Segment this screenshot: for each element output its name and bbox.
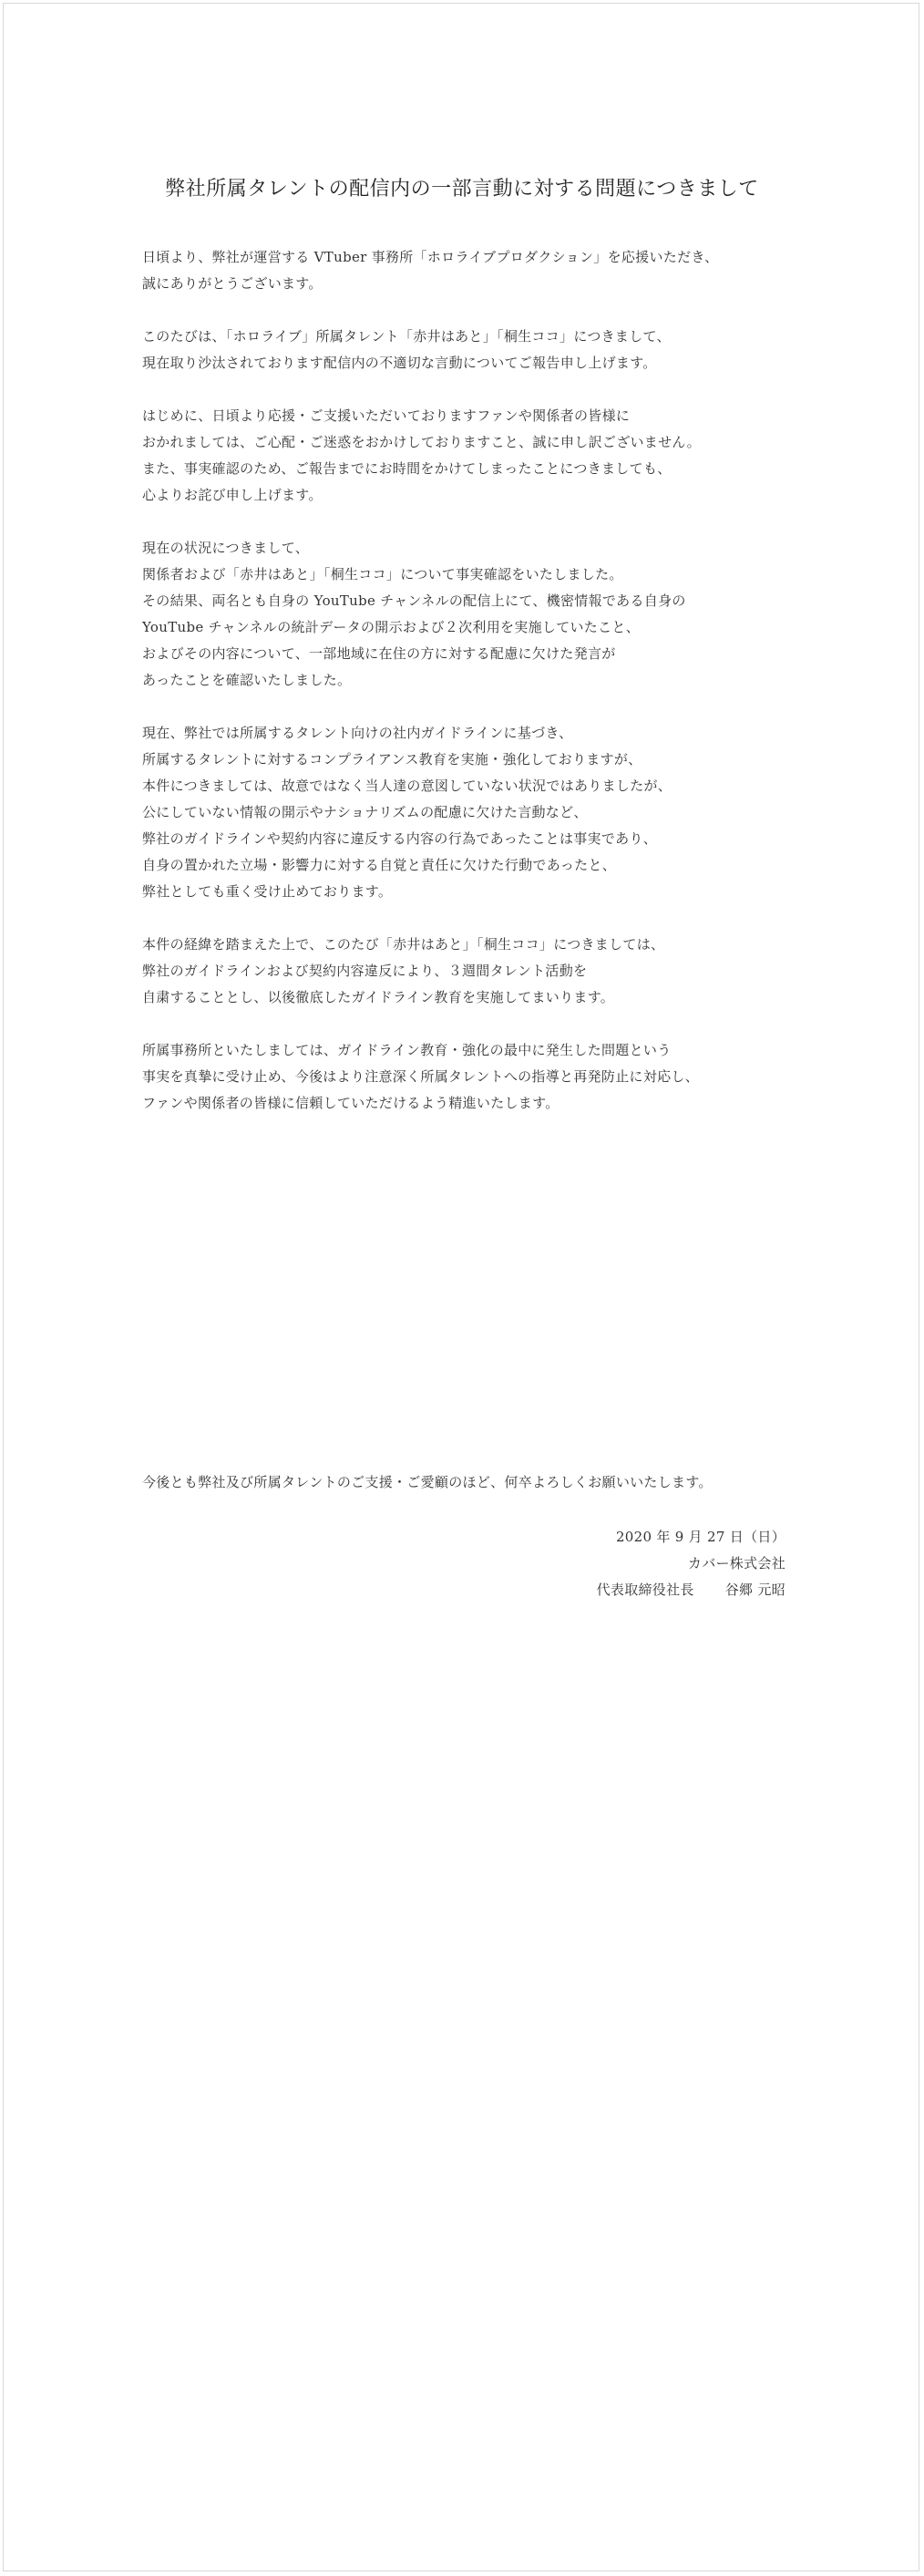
text-line: おかれましては、ご心配・ご迷惑をおかけしておりますこと、誠に申し訳ございません。 [142,434,701,450]
signature-block [597,1524,785,1603]
text-line: ファンや関係者の皆様に信頼していただけるよう精進いたします。 [142,1095,560,1111]
text-line: 現在、弊社では所属するタレント向けの社内ガイドラインに基づき、 [142,725,573,741]
text-line: 所属するタレントに対するコンプライアンス教育を実施・強化しておりますが、 [142,751,642,768]
text-line: 本件の経緯を踏まえた上で、このたび「赤井はあと」「桐生ココ」につきましては、 [142,936,665,953]
company-name: カバー株式会社 [687,1555,785,1571]
text-line: 現在の状況につきまして、 [142,540,310,556]
paragraph-apology [142,403,798,509]
text-line: 自粛することとし、以後徹底したガイドライン教育を実施してまいります。 [142,989,615,1005]
text-line: 関係者および「赤井はあと」「桐生ココ」について事実確認をいたしました。 [142,566,623,582]
document-body [142,244,798,1143]
paragraph-guidelines [142,720,798,905]
text-line: およびその内容について、一部地域に在住の方に対する配慮に欠けた発言が [142,645,616,662]
signatory-name: 谷郷 元昭 [724,1582,785,1598]
document-title: 弊社所属タレントの配信内の一部言動に対する問題につきまして [165,178,759,201]
text-line: YouTube チャンネルの統計データの開示および２次利用を実施していたこと、 [142,619,641,635]
text-line: 所属事務所といたしましては、ガイドライン教育・強化の最中に発生した問題という [142,1042,672,1058]
text-line: その結果、両名とも自身の YouTube チャンネルの配信上にて、機密情報である自身の [142,592,686,609]
paragraph-subject [142,324,798,376]
text-line: 日頃より、弊社が運営する VTuber 事務所「ホロライブプロダクション」を応援いただき、 [142,249,719,265]
text-line: 公にしていない情報の開示やナショナリズムの配慮に欠けた言動など、 [142,804,588,820]
text-line: 現在取り沙汰されております配信内の不適切な言動についてご報告申し上げます。 [142,355,657,371]
text-line: 弊社のガイドラインおよび契約内容違反により、３週間タレント活動を [142,963,588,979]
text-line: 弊社としても重く受け止めております。 [142,883,393,900]
signatory-position: 代表取締役社長 [596,1582,694,1598]
paragraph-greeting [142,244,798,297]
text-line: 弊社のガイドラインや契約内容に違反する内容の行為であったことは事実であり、 [142,830,658,847]
text-line: 本件につきましては、故意ではなく当人達の意図していない状況ではありましたが、 [142,778,672,794]
closing-statement: 今後とも弊社及び所属タレントのご支援・ご愛顧のほど、何卒よろしくお願いいたします。 [142,1474,713,1490]
text-line: あったことを確認いたしました。 [142,672,352,688]
text-line: 誠にありがとうございます。 [142,275,323,292]
paragraph-suspension [142,932,798,1011]
text-line: 心よりお詫び申し上げます。 [142,487,323,503]
text-line: 事実を真摯に受け止め、今後はより注意深く所属タレントへの指導と再発防止に対応し、 [142,1068,700,1085]
text-line: このたびは、「ホロライブ」所属タレント「赤井はあと」「桐生ココ」につきまして、 [142,328,671,345]
text-line: はじめに、日頃より応援・ご支援いただいておりますファンや関係者の皆様に [142,407,631,424]
document-date: 2020 年 9 月 27 日（日） [615,1529,785,1545]
signatory [597,1577,785,1603]
paragraph-commitment [142,1037,798,1117]
paragraph-findings [142,535,798,694]
text-line: 自身の置かれた立場・影響力に対する自覚と責任に欠けた行動であったと、 [142,857,617,873]
text-line: また、事実確認のため、ご報告までにお時間をかけてしまったことにつきましても、 [142,460,672,477]
